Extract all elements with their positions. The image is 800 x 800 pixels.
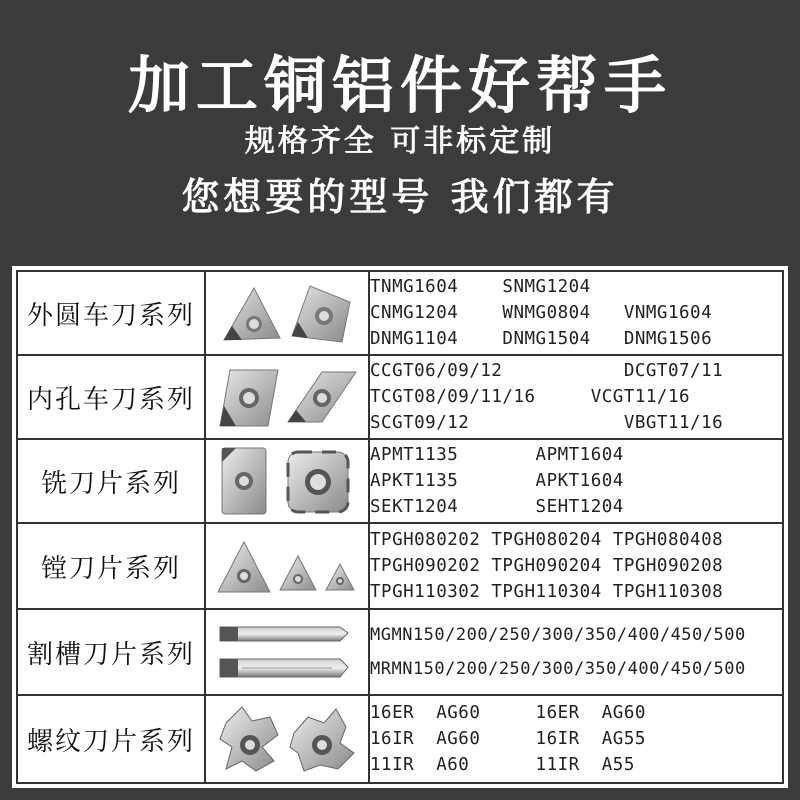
table-row [17, 271, 783, 355]
model-line: APMT1135 APMT1604 [370, 445, 624, 465]
model-line: 11IR A60 11IR A55 [370, 755, 635, 775]
model-line: SCGT09/12 VBGT11/16 [370, 413, 724, 433]
series-name: 外圆车刀系列 [17, 271, 205, 355]
boring-insert-icon [212, 362, 362, 432]
model-line: CNMG1204 WNMG0804 VNMG1604 [370, 303, 713, 323]
insert-image [205, 271, 369, 355]
model-line: MGMN150/200/250/300/350/400/450/500 [370, 625, 746, 645]
catalog-panel [12, 266, 788, 788]
milling-insert-icon [212, 444, 362, 518]
triangle-insert-icon [212, 536, 362, 596]
model-line: APKT1135 APKT1604 [370, 471, 624, 491]
model-line: TPGH090202 TPGH090204 TPGH090208 [370, 556, 724, 576]
insert-image [205, 355, 369, 439]
model-line: TPGH080202 TPGH080204 TPGH080408 [370, 530, 724, 550]
model-list [369, 609, 783, 695]
series-name: 割槽刀片系列 [17, 609, 205, 695]
insert-image [205, 523, 369, 609]
series-name: 螺纹刀片系列 [17, 695, 205, 783]
insert-image [205, 609, 369, 695]
model-line: TNMG1604 SNMG1204 [370, 277, 591, 297]
model-line: CCGT06/09/12 DCGT07/11 [370, 361, 724, 381]
insert-image [205, 439, 369, 523]
model-line: 16IR AG60 16IR AG55 [370, 729, 646, 749]
tagline: 您想要的型号 我们都有 [181, 175, 619, 219]
model-line: TPGH110302 TPGH110304 TPGH110308 [370, 582, 724, 602]
series-name: 镗刀片系列 [17, 523, 205, 609]
model-list [369, 439, 783, 523]
model-line: MRMN150/200/250/300/350/400/450/500 [370, 659, 746, 679]
table-row [17, 609, 783, 695]
model-line: SEKT1204 SEHT1204 [370, 497, 624, 517]
model-line: DNMG1104 DNMG1504 DNMG1506 [370, 329, 713, 349]
model-list [369, 523, 783, 609]
series-name: 内孔车刀系列 [17, 355, 205, 439]
model-list [369, 271, 783, 355]
table-row [17, 695, 783, 783]
model-line: 16ER AG60 16ER AG60 [370, 703, 646, 723]
insert-image [205, 695, 369, 783]
table-row [17, 439, 783, 523]
model-list [369, 355, 783, 439]
series-name: 铣刀片系列 [17, 439, 205, 523]
catalog-table [16, 270, 784, 784]
table-row [17, 523, 783, 609]
promo-header [0, 0, 800, 250]
model-list [369, 695, 783, 783]
headline: 加工铜铝件好帮手 [127, 49, 672, 122]
table-row [17, 355, 783, 439]
subheadline: 规格齐全 可非标定制 [244, 124, 556, 159]
turning-insert-icon [212, 278, 362, 348]
threading-insert-icon [212, 703, 362, 775]
grooving-insert-icon [212, 619, 362, 685]
model-line: TCGT08/09/11/16 VCGT11/16 [370, 387, 691, 407]
